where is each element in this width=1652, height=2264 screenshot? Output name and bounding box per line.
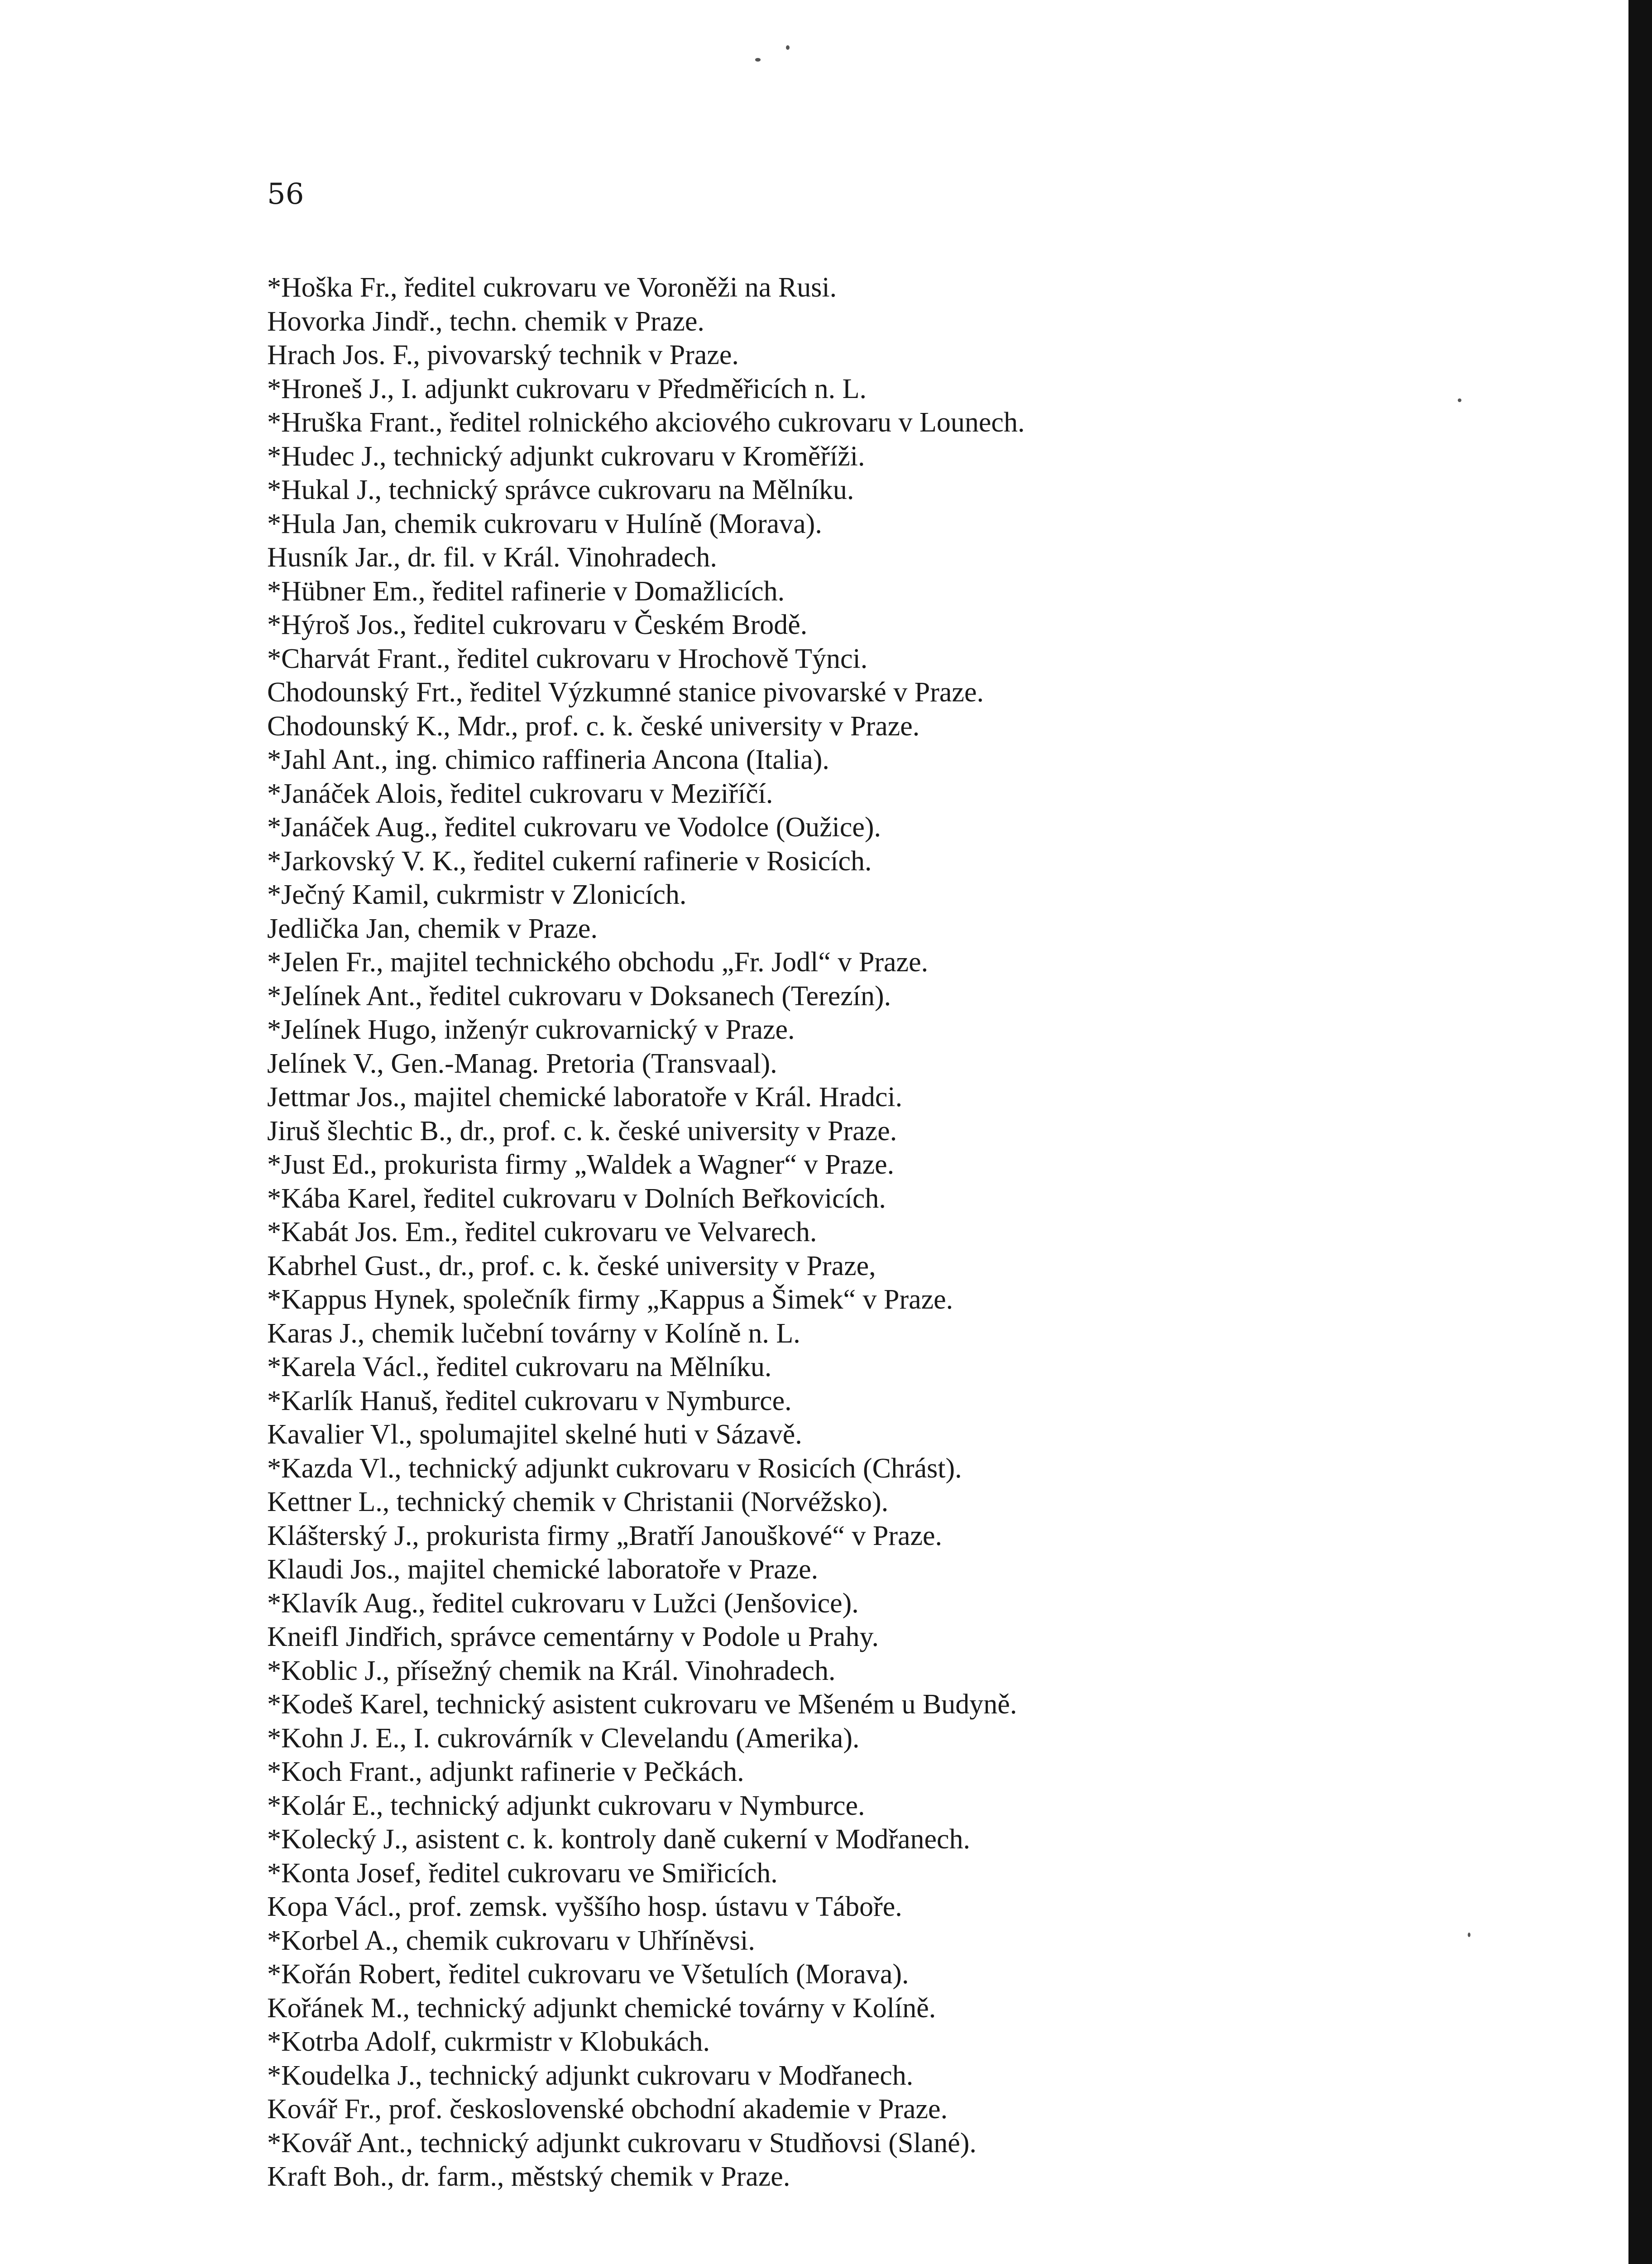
list-item: *Hýroš Jos., ředitel cukrovaru v Českém Brodě. [267,609,808,640]
list-item: *Hroneš J., I. adjunkt cukrovaru v Předměřicích n. L. [267,373,867,404]
list-item: *Koudelka J., technický adjunkt cukrovaru v Modřanech. [267,2060,914,2091]
list-item: Klášterský J., prokurista firmy „Bratří Janouškové“ v Praze. [267,1520,943,1551]
list-item: *Karela Václ., ředitel cukrovaru na Mělníku. [267,1352,772,1382]
list-item: *Jarkovský V. K., ředitel cukerní rafinerie v Rosicích. [267,845,872,877]
list-item: Chodounský Frt., ředitel Výzkumné stanice pivovarské v Praze. [267,677,984,708]
list-item: *Hruška Frant., ředitel rolnického akciového cukrovaru v Lounech. [267,407,1025,438]
list-item: Jettmar Jos., majitel chemické laboratoře v Král. Hradci. [267,1082,903,1113]
list-item: *Hukal J., technický správce cukrovaru na Mělníku. [267,475,854,505]
list-item: Jiruš šlechtic B., dr., prof. c. k. české university v Praze. [267,1115,897,1146]
list-item: *Ječný Kamil, cukrmistr v Zlonicích. [267,879,687,910]
list-item: Kettner L., technický chemik v Christanii (Norvéžsko). [267,1487,889,1517]
list-item: Husník Jar., dr. fil. v Král. Vinohradech. [267,542,717,573]
list-item: *Karlík Hanuš, ředitel cukrovaru v Nymburce. [267,1385,792,1416]
list-item: *Janáček Alois, ředitel cukrovaru v Meziříčí. [267,778,773,809]
list-item: *Kolár E., technický adjunkt cukrovaru v Nymburce. [267,1790,865,1821]
list-item: *Kába Karel, ředitel cukrovaru v Dolních Beřkovicích. [267,1183,886,1214]
list-item: *Jelínek Hugo, inženýr cukrovarnický v Praze. [267,1014,795,1045]
list-item: *Jelínek Ant., ředitel cukrovaru v Doksanech (Terezín). [267,980,891,1012]
list-item: *Kodeš Karel, technický asistent cukrovaru ve Mšeném u Budyně. [267,1689,1017,1720]
list-item: *Just Ed., prokurista firmy „Waldek a Wagner“ v Praze. [267,1149,895,1180]
list-item: Kneifl Jindřich, správce cementárny v Podole u Prahy. [267,1621,879,1652]
list-item: *Kazda Vl., technický adjunkt cukrovaru v Rosicích (Chrást). [267,1453,962,1484]
list-item: *Kovář Ant., technický adjunkt cukrovaru v Studňovsi (Slané). [267,2127,977,2158]
list-item: Kabrhel Gust., dr., prof. c. k. české university v Praze, [267,1250,876,1281]
list-item: *Jahl Ant., ing. chimico raffineria Ancona (Italia). [267,744,829,775]
list-item: *Kolecký J., asistent c. k. kontroly daně cukerní v Modřanech. [267,1824,971,1855]
list-item: *Hübner Em., ředitel rafinerie v Domažlicích. [267,576,785,607]
list-item: Hrach Jos. F., pivovarský technik v Praze. [267,340,739,370]
list-item: Kopa Václ., prof. zemsk. vyššího hosp. ústavu v Táboře. [267,1891,902,1922]
list-item: Chodounský K., Mdr., prof. c. k. české university v Praze. [267,710,920,742]
list-item: Klaudi Jos., majitel chemické laboratoře v Praze. [267,1554,819,1585]
scan-edge [1628,0,1652,2264]
list-item: *Janáček Aug., ředitel cukrovaru ve Vodolce (Oužice). [267,812,881,843]
list-item: *Klavík Aug., ředitel cukrovaru v Lužci (Jenšovice). [267,1588,859,1619]
list-item: *Korbel A., chemik cukrovaru v Uhříněvsi. [267,1925,755,1956]
list-item: Jedlička Jan, chemik v Praze. [267,913,598,944]
list-item: *Konta Josef, ředitel cukrovaru ve Smiřicích. [267,1857,778,1889]
dust-speck [1468,1933,1470,1937]
list-item: *Kohn J. E., I. cukrovárník v Clevelandu (Amerika). [267,1722,860,1754]
list-item: *Kotrba Adolf, cukrmistr v Klobukách. [267,2026,710,2057]
list-item: Kovář Fr., prof. československé obchodní akademie v Praze. [267,2094,948,2125]
list-item: *Hula Jan, chemik cukrovaru v Hulíně (Morava). [267,508,822,539]
list-item: Kořánek M., technický adjunkt chemické továrny v Kolíně. [267,1992,936,2024]
list-item: *Koblic J., přísežný chemik na Král. Vinohradech. [267,1655,836,1686]
member-list [267,271,1025,2194]
list-item: Jelínek V., Gen.-Manag. Pretoria (Transvaal). [267,1048,777,1079]
list-item: *Kappus Hynek, společník firmy „Kappus a Šimek“ v Praze. [267,1284,953,1315]
dust-speck [1458,398,1461,402]
list-item: Hovorka Jindř., techn. chemik v Praze. [267,306,704,337]
list-item: *Koch Frant., adjunkt rafinerie v Pečkách. [267,1756,744,1787]
list-item: *Kořán Robert, ředitel cukrovaru ve Všetulích (Morava). [267,1959,909,1990]
list-item: *Charvát Frant., ředitel cukrovaru v Hrochově Týnci. [267,643,868,674]
list-item: *Hudec J., technický adjunkt cukrovaru v Kroměříži. [267,441,865,472]
list-item: *Kabát Jos. Em., ředitel cukrovaru ve Velvarech. [267,1217,817,1247]
list-item: *Hoška Fr., ředitel cukrovaru ve Voroněži na Rusi. [267,272,837,303]
list-item: *Jelen Fr., majitel technického obchodu „Fr. Jodl“ v Praze. [267,947,929,978]
list-item: Karas J., chemik lučební továrny v Kolíně n. L. [267,1318,800,1349]
list-item: Kavalier Vl., spolumajitel skelné huti v Sázavě. [267,1419,802,1450]
dust-speck [786,45,790,50]
list-item: Kraft Boh., dr. farm., městský chemik v Praze. [267,2161,790,2192]
page-number: 56 [267,177,304,211]
dust-speck [755,58,761,62]
